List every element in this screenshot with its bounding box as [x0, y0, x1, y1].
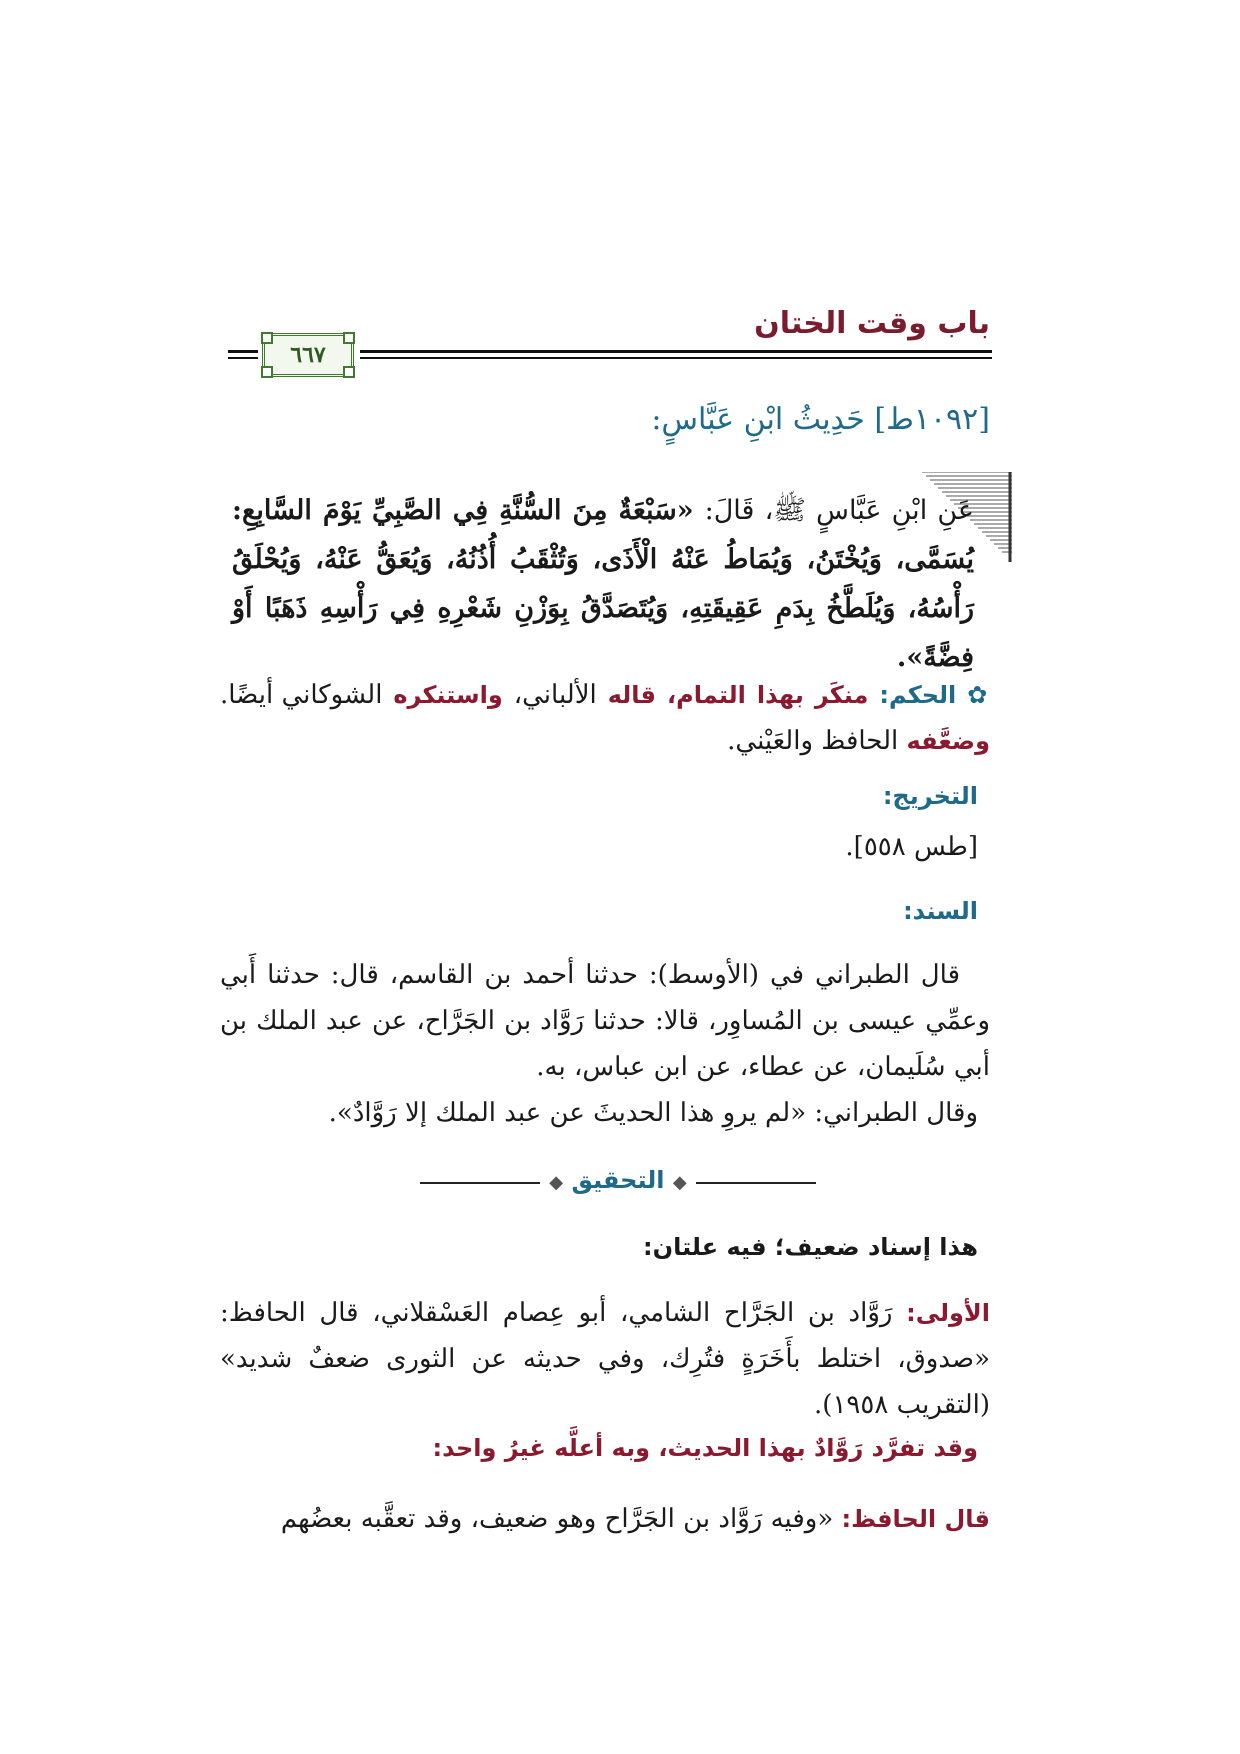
ruling-daafahu: وضعَّفه — [906, 727, 990, 755]
header-rule-left — [228, 350, 258, 353]
header-rule-left-thin — [228, 357, 258, 359]
hadith-text — [232, 486, 1002, 682]
first-defect-text: رَوَّاد بن الجَرَّاح الشامي، أبو عِصام العَسْقلاني، قال الحافظ: «صدوق، اختلط بأَخَرَةٍ فتُرِك، وفي حديثه عن الثورى ضعفٌ شديد» (التقريب ١٩٥٨). — [220, 1298, 990, 1420]
flower-icon: ✿ — [967, 681, 990, 709]
hadith-intro: عَنِ ابْنِ عَبَّاسٍ ﷺ، قَالَ: — [704, 495, 975, 526]
ruling-rest: الحافظ والعَيْني. — [727, 726, 899, 756]
ruling-shawkani: الشوكاني أيضًا. — [220, 680, 383, 710]
first-defect — [220, 1290, 990, 1428]
hafiz-text: «وفيه رَوَّاد بن الجَرَّاح وهو ضعيف، وقد تعقَّبه بعضُهم — [280, 1504, 834, 1534]
first-defect-label: الأولى: — [906, 1299, 991, 1327]
ornament-icon-2: ◆ — [549, 1172, 564, 1193]
header-rule — [360, 350, 992, 353]
chapter-title: باب وقت الختان — [754, 306, 990, 341]
weak-isnad-heading: هذا إسناد ضعيف؛ فيه علتان: — [643, 1233, 978, 1261]
ruling-label: الحكم: — [879, 681, 957, 709]
tahqiq-divider — [420, 1168, 816, 1198]
ornament-icon: ◆ — [672, 1172, 687, 1193]
sanad-heading: السند: — [903, 897, 978, 925]
header-rule-thin — [360, 357, 992, 359]
page-number-badge — [262, 333, 354, 377]
ruling-paragraph — [220, 672, 990, 764]
tabarani-quote: وقال الطبراني: «لم يروِ هذا الحديثَ عن عبد الملك إلا رَوَّادٌ». — [328, 1098, 978, 1128]
ruling-albani: الألباني، — [513, 680, 597, 710]
hafiz-quote — [220, 1496, 990, 1542]
hafiz-label: قال الحافظ: — [841, 1505, 990, 1533]
ruling-verdict: منكَر بهذا التمام، قاله — [607, 681, 869, 709]
hadith-title: [١٠٩٢ط] حَدِيثُ ابْنِ عَبَّاسٍ: — [651, 402, 990, 437]
tahqiq-heading-wrap — [420, 1166, 816, 1194]
hadith-matn: «سَبْعَةٌ مِنَ السُّنَّةِ فِي الصَّبِيِّ يَوْمَ السَّابِعِ: يُسَمَّى، وَيُخْتَنُ، وَيُمَاطُ عَنْهُ الْأَذَى، وَتُثْقَبُ أُذُنُهُ، وَيُعَقُّ عَنْهُ، وَيُحْلَقُ رَأْسُهُ، وَيُلَطَّخُ بِدَمِ عَقِيقَتِهِ، وَيُتَصَدَّقُ بِوَزْنِ شَعْرِهِ فِي رَأْسِهِ ذَهَبًا أَوْ فِضَّةً». — [232, 495, 974, 673]
takhrij-heading: التخريج: — [882, 782, 978, 810]
tafarrud-heading: وقد تفرَّد رَوَّادٌ بهذا الحديث، وبه أعلَّه غيرُ واحد: — [432, 1434, 978, 1462]
hadith-box — [232, 486, 1002, 682]
ruling-istankara: واستنكره — [393, 681, 503, 709]
sanad-text: قال الطبراني في (الأوسط): حدثنا أحمد بن القاسم، قال: حدثنا أَبي وعمِّي عيسى بن المُساوِر، قالا: حدثنا رَوَّاد بن الجَرَّاح، عن عبد الملك بن أبي سُلَيمان، عن عطاء، عن ابن عباس، به. — [220, 960, 990, 1082]
takhrij-reference: [طس ٥٥٨]. — [845, 832, 978, 862]
page-number: ٦٦٧ — [290, 342, 326, 368]
tahqiq-heading: التحقيق — [571, 1166, 665, 1194]
